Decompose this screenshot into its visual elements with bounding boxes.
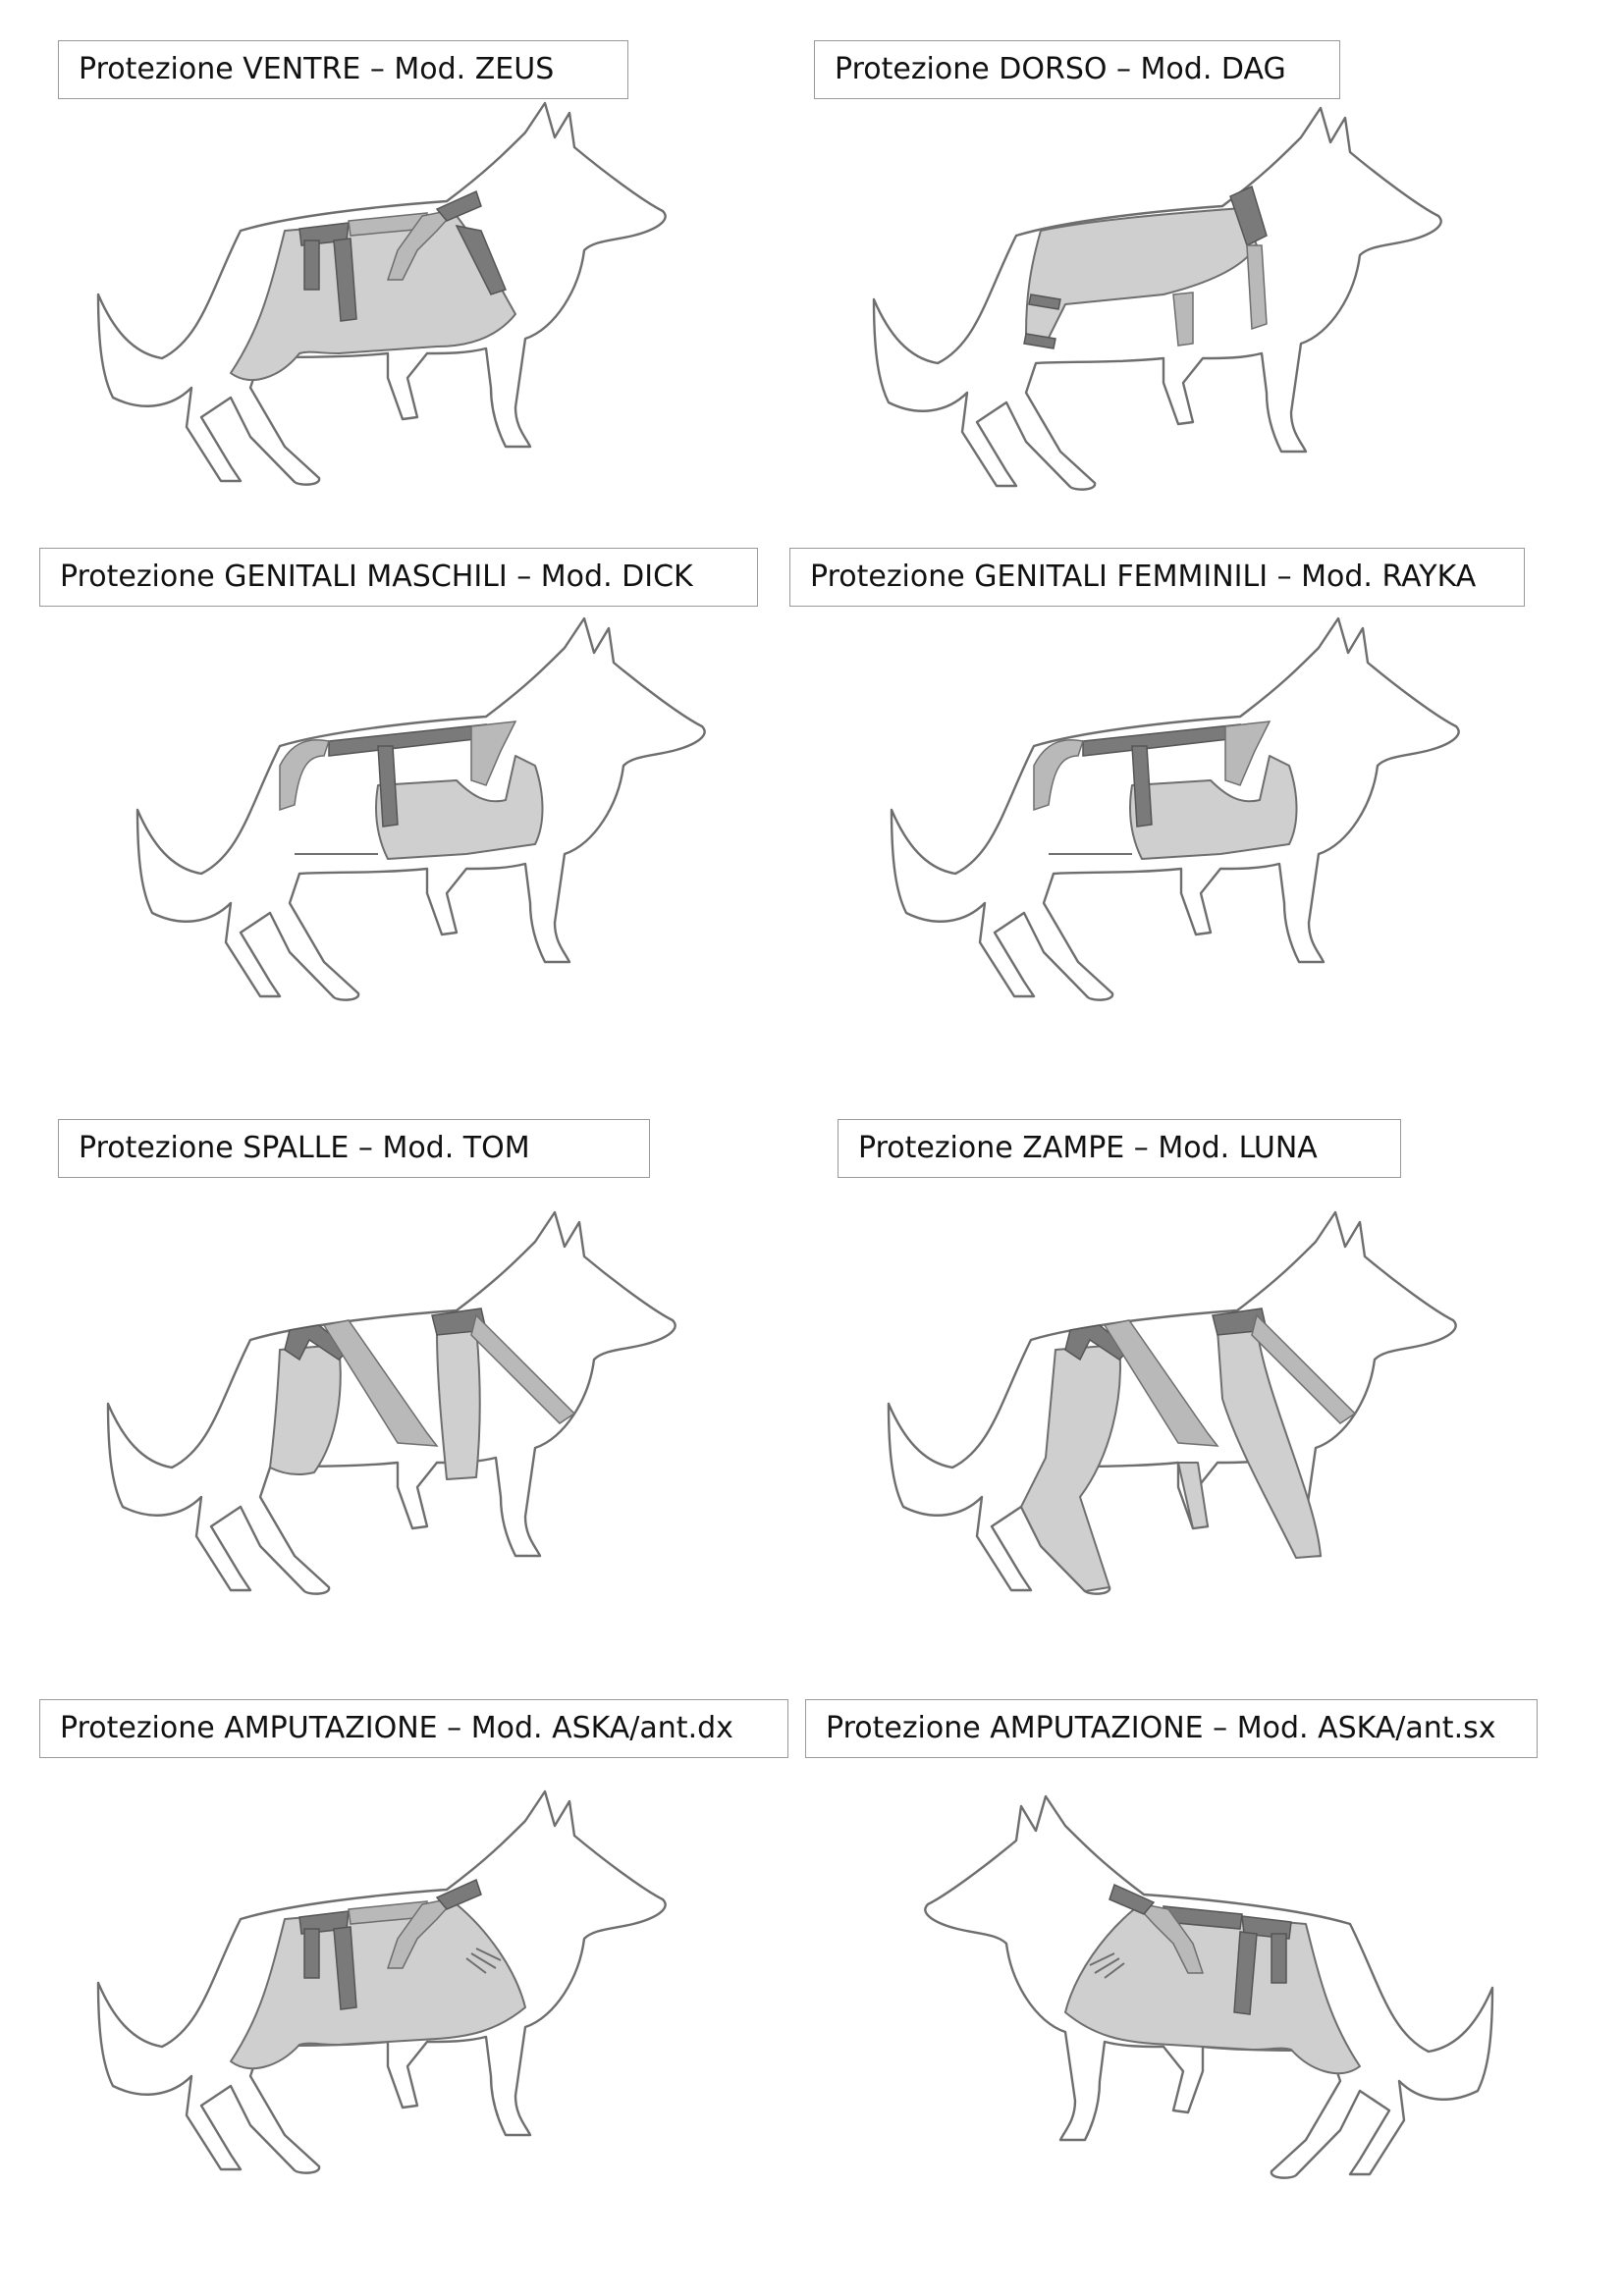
panel-title: Protezione DORSO – Mod. DAG xyxy=(814,40,1340,99)
panel-title: Protezione ZAMPE – Mod. LUNA xyxy=(838,1119,1401,1178)
panel-title: Protezione VENTRE – Mod. ZEUS xyxy=(58,40,628,99)
dog-illustration xyxy=(133,609,722,1021)
panel-title: Protezione SPALLE – Mod. TOM xyxy=(58,1119,650,1178)
dog-illustration xyxy=(967,1787,1556,2199)
panel-title: Protezione AMPUTAZIONE – Mod. ASKA/ant.dx xyxy=(39,1699,788,1758)
dog-illustration xyxy=(869,98,1458,510)
dog-illustration xyxy=(93,1782,682,2194)
panel-title: Protezione AMPUTAZIONE – Mod. ASKA/ant.sx xyxy=(805,1699,1538,1758)
dog-illustration xyxy=(884,1202,1473,1615)
dog-illustration xyxy=(887,609,1476,1021)
dog-illustration xyxy=(93,93,682,506)
dog-illustration xyxy=(103,1202,692,1615)
panel-title: Protezione GENITALI MASCHILI – Mod. DICK xyxy=(39,548,758,607)
panel-title: Protezione GENITALI FEMMINILI – Mod. RAYKA xyxy=(789,548,1525,607)
